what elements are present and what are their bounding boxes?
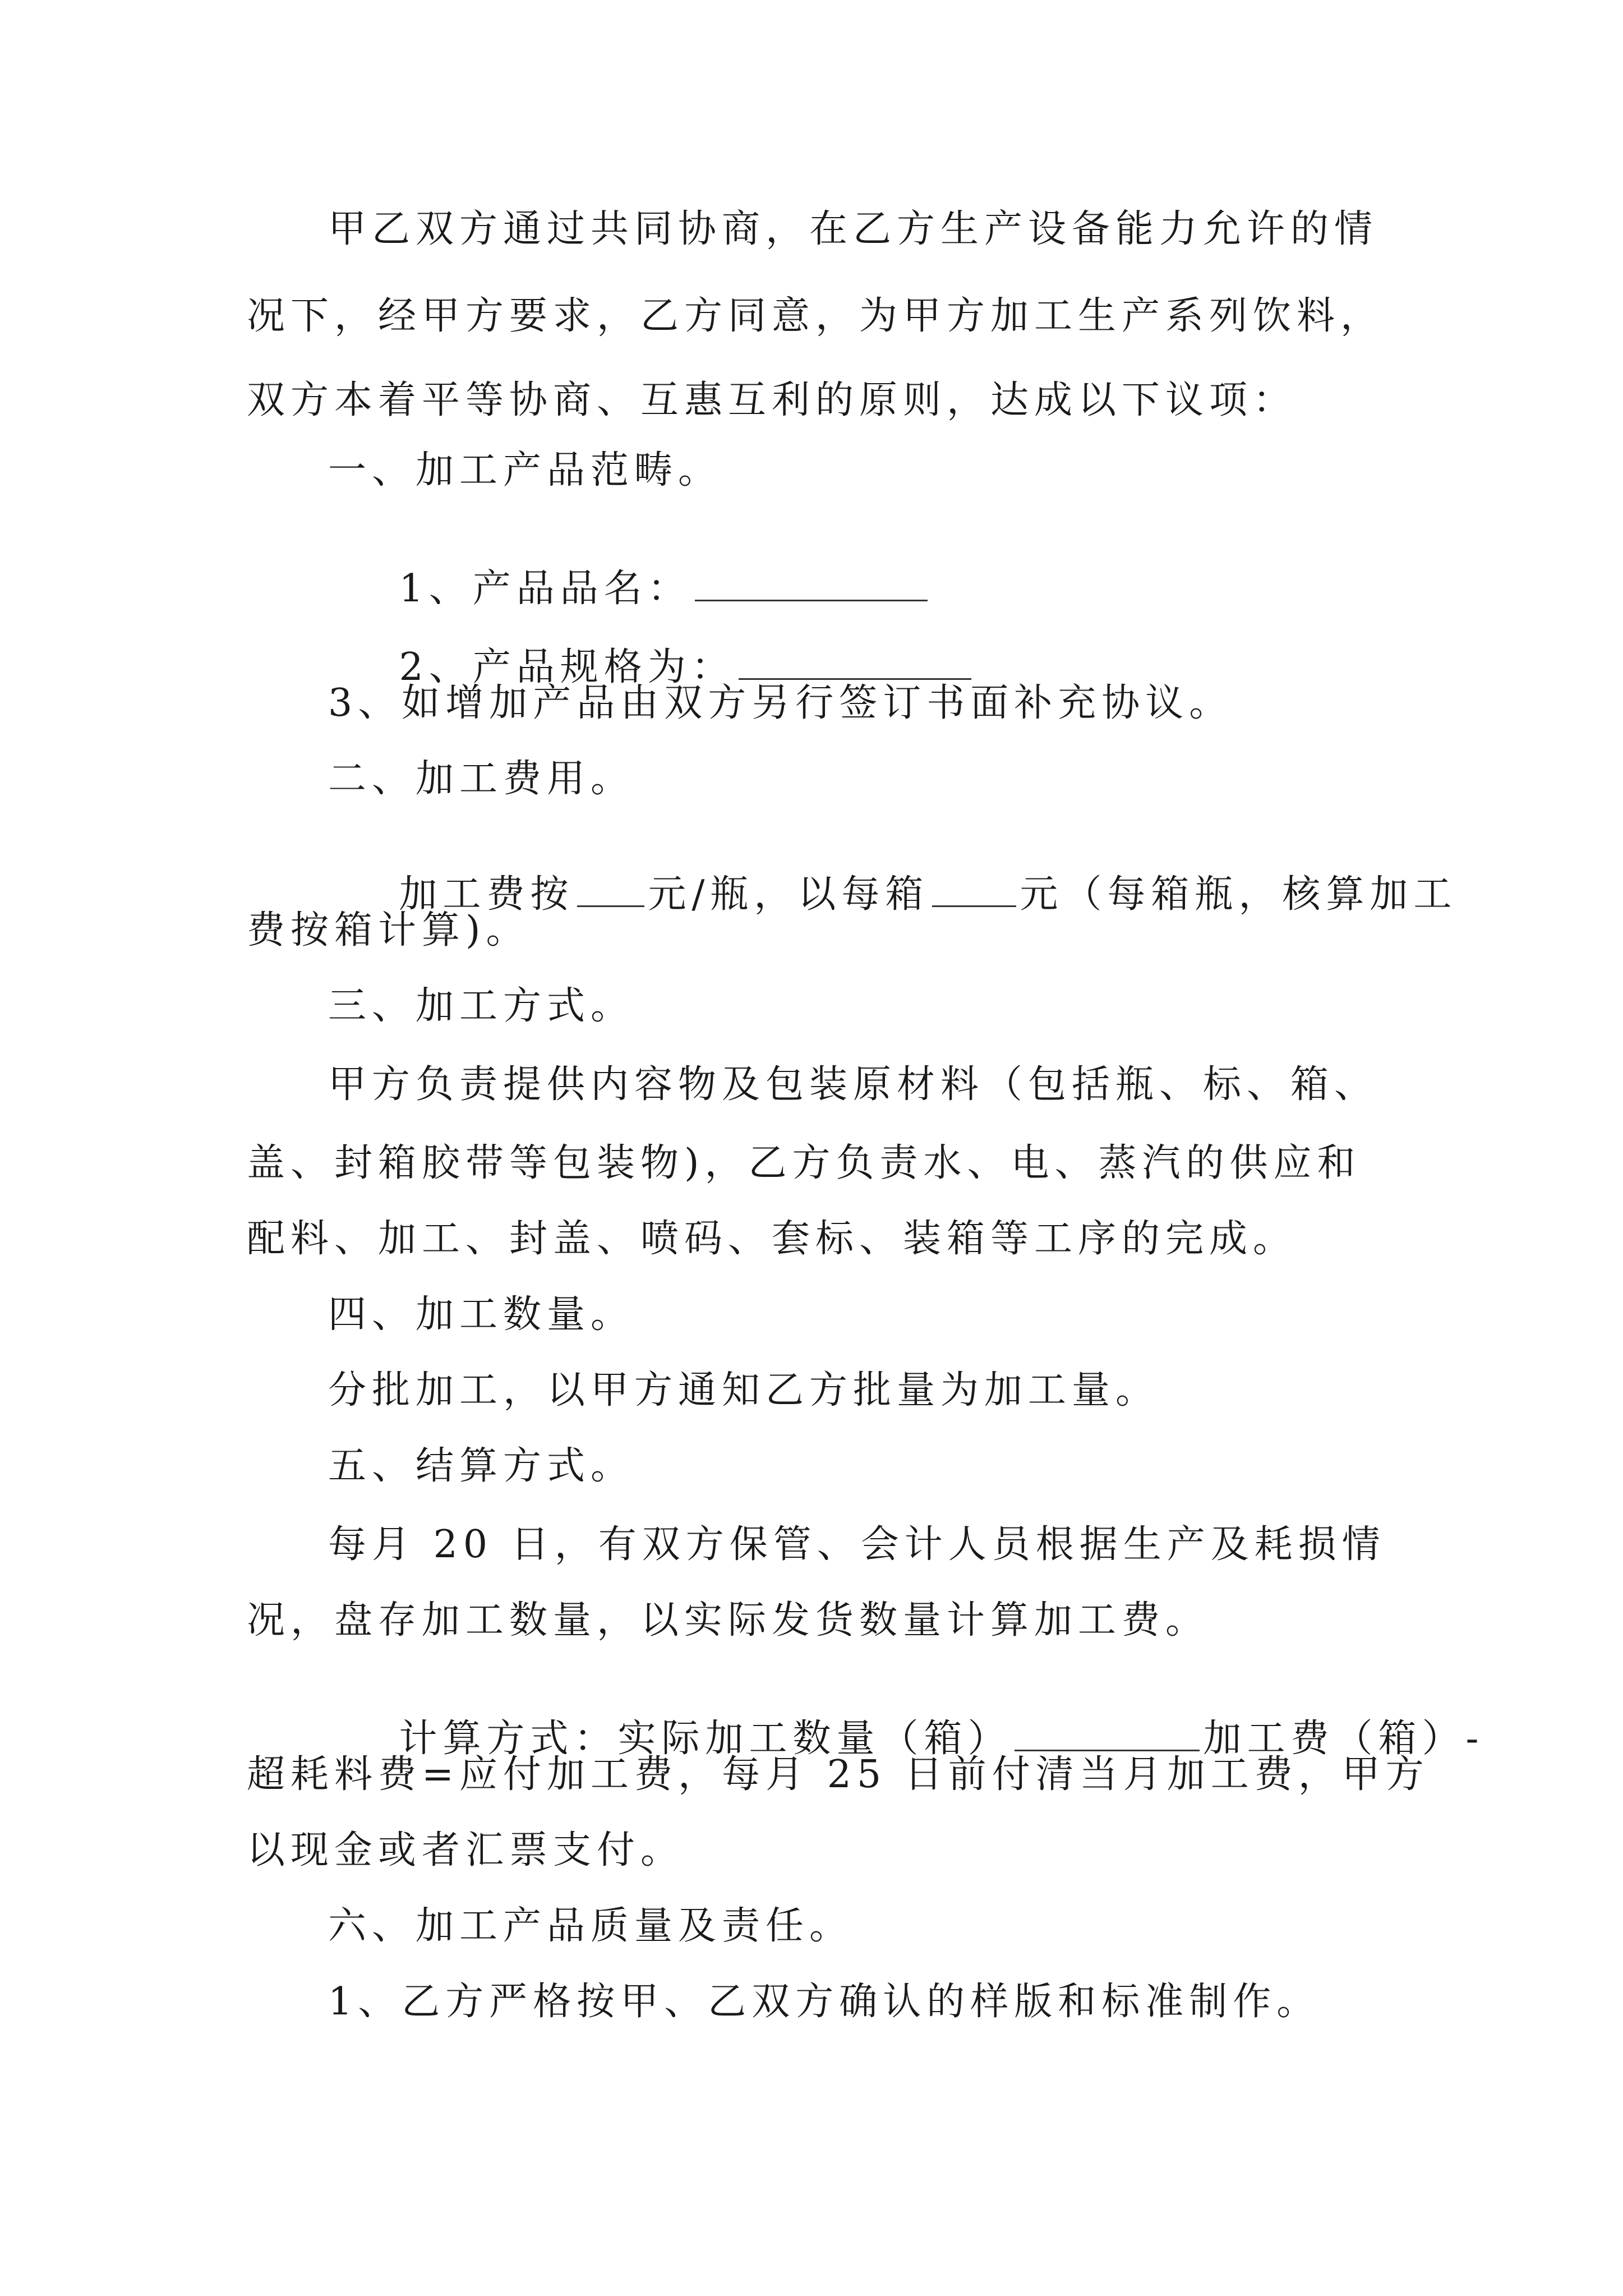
quality-line-1: 1、乙方严格按甲、乙双方确认的样版和标准制作。 [328,1980,1321,2024]
intro-line-3: 双方本着平等协商、互惠互利的原则，达成以下议项： [247,378,1297,422]
quantity-line: 分批加工，以甲方通知乙方批量为加工量。 [328,1368,1160,1412]
fee-line-2: 费按箱计算)。 [247,908,530,953]
section-heading-4: 四、加工数量。 [328,1292,635,1337]
section-heading-2: 二、加工费用。 [328,757,635,801]
calc-line-2: 超耗料费=应付加工费，每月 25 日前付清当月加工费，甲方 [247,1752,1430,1797]
fee-prefix: 加工费按 [399,872,574,917]
intro-line-1: 甲乙双方通过共同协商，在乙方生产设备能力允许的情 [328,207,1378,251]
calc-line-3: 以现金或者汇票支付。 [247,1828,685,1872]
method-line-2: 盖、封箱胶带等包装物)，乙方负责水、电、蒸汽的供应和 [247,1141,1361,1185]
settlement-line-2: 况，盘存加工数量，以实际发货数量计算加工费。 [247,1598,1210,1642]
section-heading-1: 一、加工产品范畴。 [328,448,722,493]
section-heading-5: 五、结算方式。 [328,1444,635,1488]
intro-line-2: 况下，经甲方要求，乙方同意，为甲方加工生产系列饮料， [247,294,1385,338]
fee-suffix: 元（每箱瓶，核算加工 [1020,872,1458,917]
fee-per-bottle-blank [577,874,644,907]
fee-mid: 元/瓶，以每箱 [648,872,929,917]
fee-per-box-blank [932,874,1016,907]
item-3-line: 3、如增加产品由双方另行签订书面补充协议。 [328,681,1233,725]
product-name-blank [695,568,928,601]
product-name-label: 1、产品品名： [399,567,691,611]
method-line-1: 甲方负责提供内容物及包装原材料（包括瓶、标、箱、 [328,1062,1378,1107]
product-spec-blank [739,647,971,680]
method-line-3: 配料、加工、封盖、喷码、套标、装箱等工序的完成。 [247,1217,1297,1261]
product-spec-label: 2、产品规格为： [399,645,735,689]
section-heading-3: 三、加工方式。 [328,984,635,1028]
calc-suffix: 加工费（箱）- [1203,1717,1484,1761]
section-heading-6: 六、加工产品质量及责任。 [328,1904,854,1948]
calc-blank [1015,1718,1200,1751]
calc-prefix: 计算方式：实际加工数量（箱） [399,1717,1012,1761]
settlement-line-1: 每月 20 日，有双方保管、会计人员根据生产及耗损情 [328,1522,1386,1567]
